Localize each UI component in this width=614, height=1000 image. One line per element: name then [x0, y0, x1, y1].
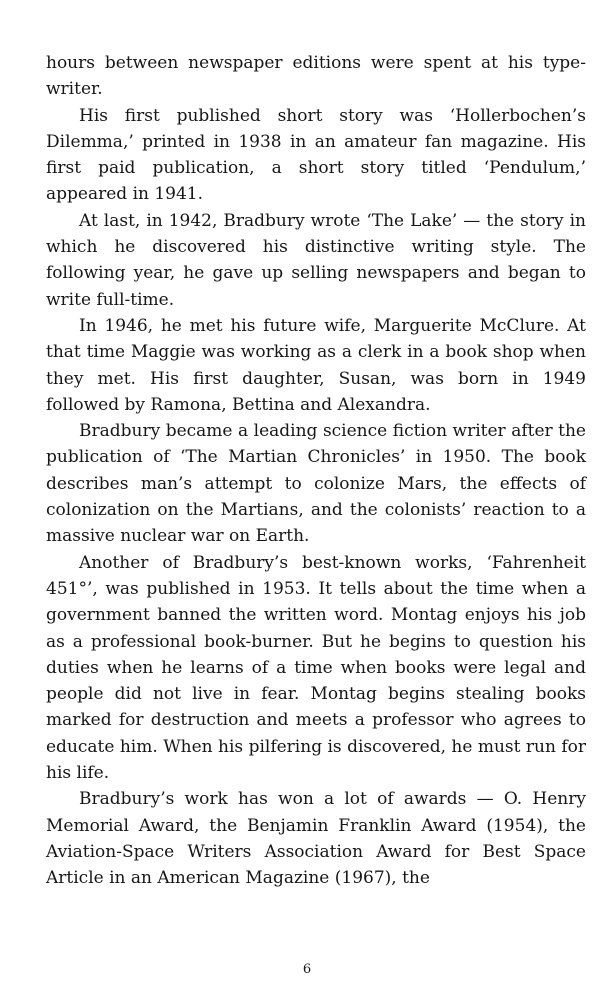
page-body [46, 50, 586, 892]
paragraph-continuation: hours between newspaper editions were spent at his typewriter. [46, 53, 586, 100]
paragraph-fahrenheit-451: Another of Bradbury’s best-known works, ‘Fahrenheit 451°’, was published in 1953. It tells about the time when a government banned the written word. Montag enjoys his job as a professional book-burner. But he begins to question his duties when he learns of a time when books were legal and people did not live in fear. Montag begins stealing books marked for destruction and meets a professor who agrees to educate him. When his pilfering is discovered, he must run for his life. [46, 552, 586, 784]
paragraph-first-story: His first published short story was ‘Hollerbochen’s Dilemma,’ printed in 1938 in an amateur fan magazine. His first paid publication, a short story titled ‘Pendulum,’ appeared in 1941. [46, 105, 586, 205]
paragraph-marriage: In 1946, he met his future wife, Marguerite McClure. At that time Maggie was working as a clerk in a book shop when they met. His first daughter, Susan, was born in 1949 followed by Ramona, Bettina and Alexandra. [46, 315, 586, 415]
paragraph-awards: Bradbury’s work has won a lot of awards — O. Henry Memorial Award, the Benjamin Franklin Award (1954), the Aviation-Space Writers Association Award for Best Space Article in an American Magazine (1967), the [46, 789, 586, 889]
paragraph-the-lake: At last, in 1942, Bradbury wrote ‘The Lake’ — the story in which he discovered his distinctive writing style. The following year, he gave up selling newspapers and began to write full-time. [46, 210, 586, 310]
page-number: 6 [302, 962, 312, 977]
paragraph-martian-chronicles: Bradbury became a leading science fiction writer after the publication of ‘The Martian Chronicles’ in 1950. The book describes man’s attempt to colonize Mars, the effects of colonization on the Martians, and the colonists’ reaction to a massive nuclear war on Earth. [46, 421, 586, 547]
